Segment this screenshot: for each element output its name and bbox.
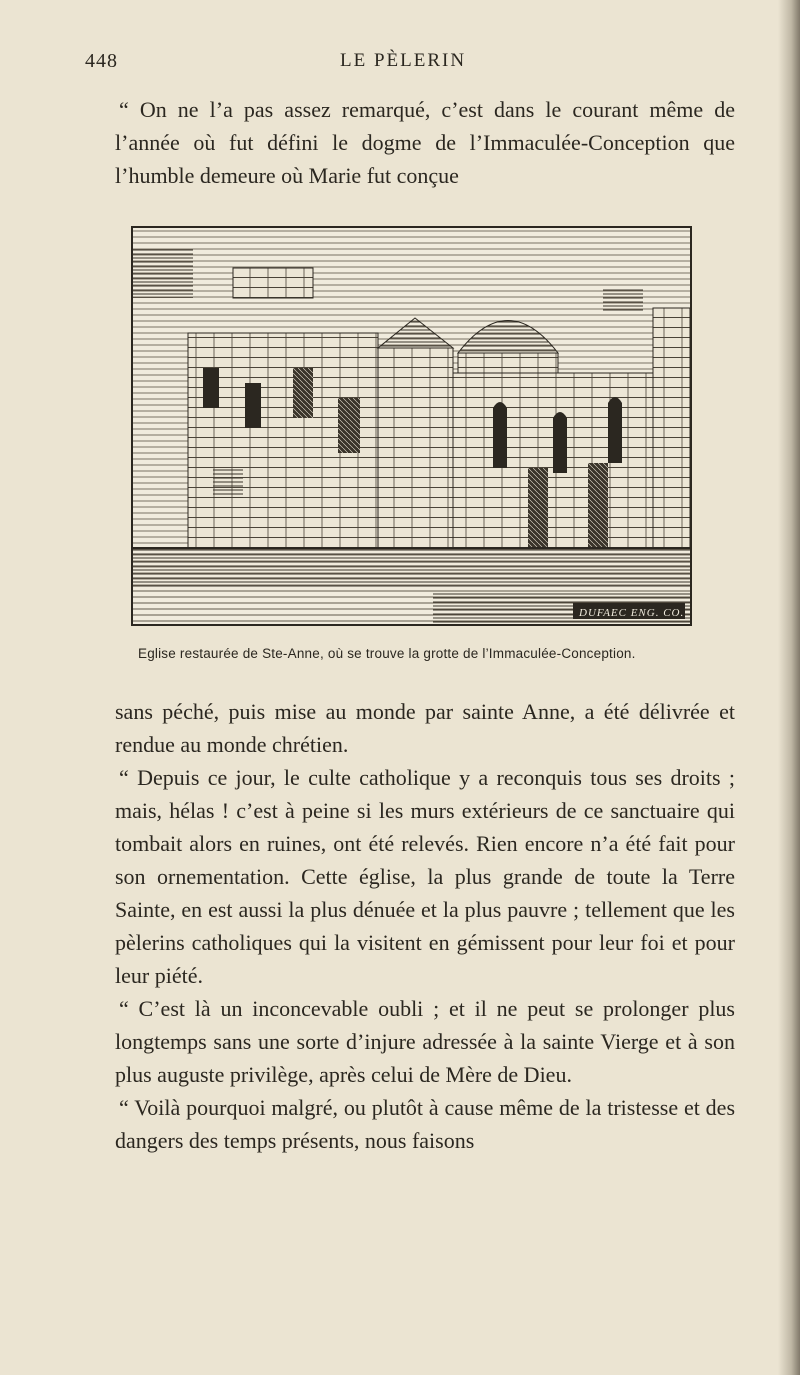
arched-window: [553, 418, 567, 473]
right-building: [653, 308, 690, 548]
distant-building: [233, 268, 313, 298]
distant-building: [133, 248, 193, 298]
distant-roof: [603, 288, 643, 313]
page-edge-shadow: [778, 0, 800, 1375]
foreground-wall: [133, 548, 690, 588]
window: [203, 368, 219, 408]
window: [338, 398, 360, 453]
engraver-signature: DUFAEC ENG. CO.: [579, 607, 685, 619]
text-before-figure: [115, 93, 735, 192]
paragraph: sans péché, puis mise au monde par sainte Anne, a été délivrée et rendue au monde chrétien.: [115, 699, 735, 757]
window: [213, 468, 243, 498]
paragraph: “ On ne l’a pas assez remarqué, c’est dans le courant même de l’année où fut défini le dogme de l’Immaculée-Conception que l’humble demeure où Marie fut conçue: [115, 97, 735, 188]
buttress: [528, 468, 548, 548]
paragraph: “ Depuis ce jour, le culte catholique y a reconquis tous ses droits ; mais, hélas ! c’est à peine si les murs extérieurs de ce sanctuaire qui tombait alors en ruines, ont été relevés. Rien encore n’a été fait pour son ornementation. Cette église, la plus grande de toute la Terre Sainte, en est aussi la plus dénuée et la plus pauvre ; tellement que les pèlerins catholiques qui la visitent en gémissent pour leur foi et pour leur piété.: [115, 765, 735, 988]
dome-drum: [458, 353, 558, 373]
arched-window: [493, 408, 507, 468]
running-title: LE PÈLERIN: [340, 50, 467, 71]
page-number: 448: [85, 50, 118, 72]
paragraph: “ Voilà pourquoi malgré, ou plutôt à cause même de la tristesse et des dangers des temps présents, nous faisons: [115, 1095, 735, 1153]
figure-caption: Eglise restaurée de Ste-Anne, où se trouve la grotte de l’Immaculée-Conception.: [138, 646, 636, 661]
text-after-figure: [115, 695, 735, 1157]
arched-window: [608, 403, 622, 463]
running-head: [0, 50, 800, 80]
church-engraving: [131, 226, 692, 626]
window: [245, 383, 261, 428]
paragraph: “ C’est là un inconcevable oubli ; et il ne peut se prolonger plus longtemps sans une sorte d’injure adressée à la sainte Vierge et à son plus auguste privilège, après celui de Mère de Dieu.: [115, 996, 735, 1087]
church-west-wall: [378, 348, 453, 548]
buttress: [588, 463, 608, 548]
window: [293, 368, 313, 418]
